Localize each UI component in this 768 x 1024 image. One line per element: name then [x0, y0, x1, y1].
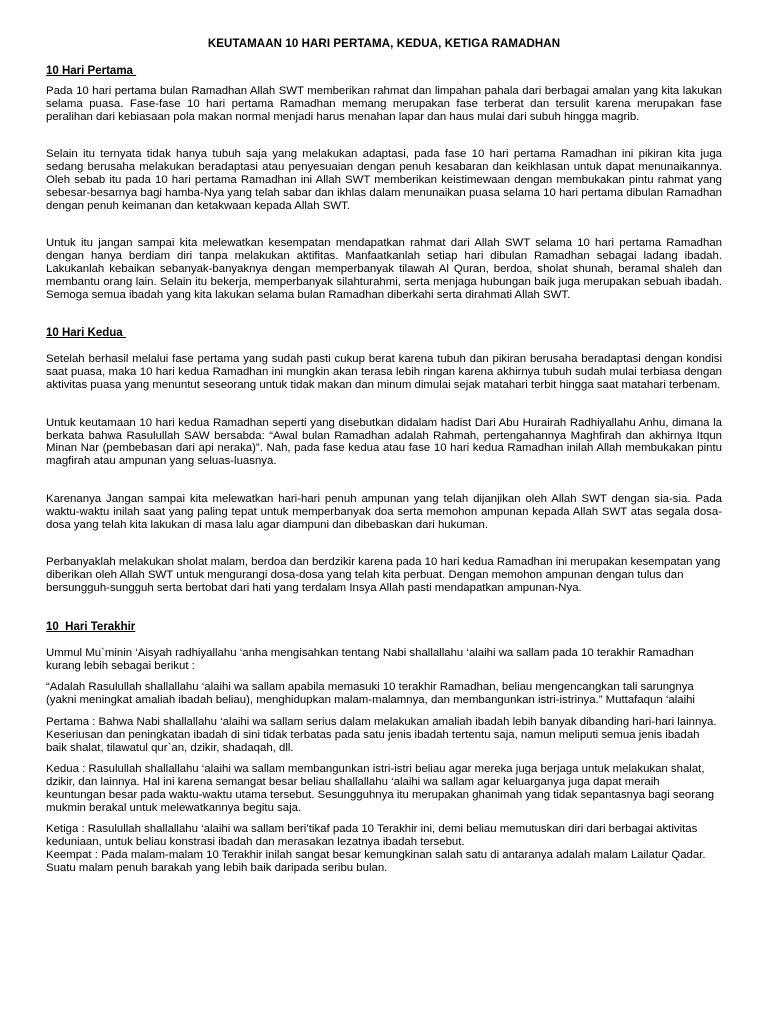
paragraph-last-3: Pertama : Bahwa Nabi shallallahu ‘alaihi wa sallam serius dalam melakukan amaliah ibadah lebih banyak dibanding hari-hari lainnya. Keseriusan dan peningkatan ibadah di sini tidak terbatas pada satu jenis ibadah tertentu saja, namun meliputi semua jenis ibadah baik shalat, tilawatul qur`an, dzikir, shadaqah, dll.	[46, 715, 717, 754]
paragraph-first-3: Untuk itu jangan sampai kita melewatkan kesempatan mendapatkan rahmat dari Allah SWT selama 10 hari pertama Ramadhan dengan hanya berdiam diri tanpa melakukan aktifitas. Manfaatkanlah setiap hari dibulan Ramadhan sebagai ladang ibadah. Lakukanlah kebaikan sebanyak-banyaknya dengan memperbanyak tilawah Al Quran, berdoa, sholat shunah, beramal shaleh dan membantu orang lain. Selain itu bekerja, memperbanyak silahturahmi, serta menjaga hubungan baik juga merupakan sebuah ibadah. Semoga semua ibadah yang kita lakukan selama bulan Ramadhan diberkahi serta dirahmati Allah SWT.	[46, 237, 722, 301]
paragraph-last-2: “Adalah Rasulullah shallallahu ‘alaihi wa sallam apabila memasuki 10 terakhir Ramadhan, beliau mengencangkan tali sarungnya (yakni meningkat amaliah ibadah beliau), menghidupkan malam-malamnya, dan membangunkan istri-istrinya.” Muttafaqun ‘alaihi	[46, 681, 695, 707]
paragraph-second-1: Setelah berhasil melalui fase pertama yang sudah pasti cukup berat karena tubuh dan pikiran berusaha beradaptasi dengan kondisi saat puasa, maka 10 hari kedua Ramadhan ini mungkin akan terasa lebih ringan karena akhirnya tubuh sudah mulai terbiasa dengan aktivitas puasa yang menuntut seseorang untuk tidak makan dan minum dimulai sejak matahari terbit hingga saat matahari terbenam.	[46, 353, 722, 391]
paragraph-second-4: Perbanyaklah melakukan sholat malam, berdoa dan berdzikir karena pada 10 hari kedua Ramadhan ini merupakan kesempatan yang diberikan oleh Allah SWT untuk mengurangi dosa-dosa yang telah kita perbuat. Dengan memohon ampunan dengan tulus dan bersungguh-sungguh serta bertobat dari hati yang terdalam Insya Allah pasti mendapatkan ampunan-Nya.	[46, 556, 721, 594]
paragraph-last-4: Kedua : Rasulullah shallallahu ‘alaihi wa sallam membangunkan istri-istri beliau agar mereka juga berjaga untuk melakukan shalat, dzikir, dan lainnya. Hal ini karena semangat besar beliau shallallahu ‘alaihi wa sallam agar keluarganya juga dapat meraih keuntungan besar pada waktu-waktu utama tersebut. Sesungguhnya itu merupakan ghanimah yang tidak sepantasnya bagi seorang mukmin berakal untuk melewatkannya begitu saja.	[46, 763, 715, 814]
section-heading-second-ten-days: 10 Hari Kedua	[46, 327, 126, 340]
paragraph-first-2: Selain itu ternyata tidak hanya tubuh saja yang melakukan adaptasi, pada fase 10 hari pertama Ramadhan ini pikiran kita juga sedang berusaha melakukan beradaptasi atau penyesuaian dengan penuh kesabaran dan keikhlasan untuk dapat menunaikannya. Oleh sebab itu pada 10 hari pertama Ramadhan ini Allah SWT memberikan keistimewaan dengan membukakan pintu rahmat yang sebesar-besarnya bagi hamba-Nya yang telah sabar dan ikhlas dalam menunaikan puasa selama 10 hari pertama dibulan Ramadhan dengan penuh keimanan dan ketakwaan kepada Allah SWT.	[46, 148, 722, 212]
paragraph-first-1: Pada 10 hari pertama bulan Ramadhan Allah SWT memberikan rahmat dan limpahan pahala dari berbagai amalan yang kita lakukan selama puasa. Fase-fase 10 hari pertama Ramadhan memang merupakan fase terberat dan tersulit karena merupakan fase peralihan dari kebiasaan pola makan normal menjadi harus menahan lapar dan haus mulai dari subuh hingga magrib.	[46, 85, 722, 123]
document-title: KEUTAMAAN 10 HARI PERTAMA, KEDUA, KETIGA RAMADHAN	[207, 38, 561, 50]
section-heading-last-ten-days: 10 Hari Terakhir	[46, 620, 136, 633]
section-heading-first-ten-days: 10 Hari Pertama	[46, 65, 137, 77]
paragraph-last-6: Keempat : Pada malam-malam 10 Terakhir inilah sangat besar kemungkinan salah satu di antaranya adalah malam Lailatur Qadar. Suatu malam penuh barakah yang lebih baik daripada seribu bulan.	[46, 849, 706, 874]
paragraph-second-2: Untuk keutamaan 10 hari kedua Ramadhan seperti yang disebutkan didalam hadist Dari Abu Hurairah Radhiyallahu Anhu, dimana la berkata bahwa Rasulullah SAW bersabda: “Awal bulan Ramadhan adalah Rahmah, pertengahannya Maghfirah dan akhirnya Itqun Minan Nar (pembebasan dari api neraka)”. Nah, pada fase kedua atau fase 10 hari kedua Ramadhan inilah Allah membukakan pintu magfirah atau ampunan yang seluas-luasnya.	[46, 416, 722, 468]
paragraph-second-3: Karenanya Jangan sampai kita melewatkan hari-hari penuh ampunan yang telah dijanjikan oleh Allah SWT dengan sia-sia. Pada waktu-waktu inilah saat yang paling tepat untuk memperbanyak doa serta memohon ampunan kepada Allah SWT atas segala dosa-dosa yang telah kita lakukan di masa lalu agar diampuni dan dibebaskan dari hukuman.	[46, 492, 722, 531]
paragraph-last-1: Ummul Mu`minin ‘Aisyah radhiyallahu ‘anha mengisahkan tentang Nabi shallallahu ‘alaihi wa sallam pada 10 terakhir Ramadhan kurang lebih sebagai berikut :	[46, 646, 694, 672]
paragraph-last-5: Ketiga : Rasulullah shallallahu ‘alaihi wa sallam beri’tikaf pada 10 Terakhir ini, demi beliau memutuskan diri dari berbagai aktivitas keduniaan, untuk beliau konstrasi ibadah dan merasakan lezatnya ibadah tersebut.	[46, 823, 698, 849]
document-page	[46, 36, 722, 875]
